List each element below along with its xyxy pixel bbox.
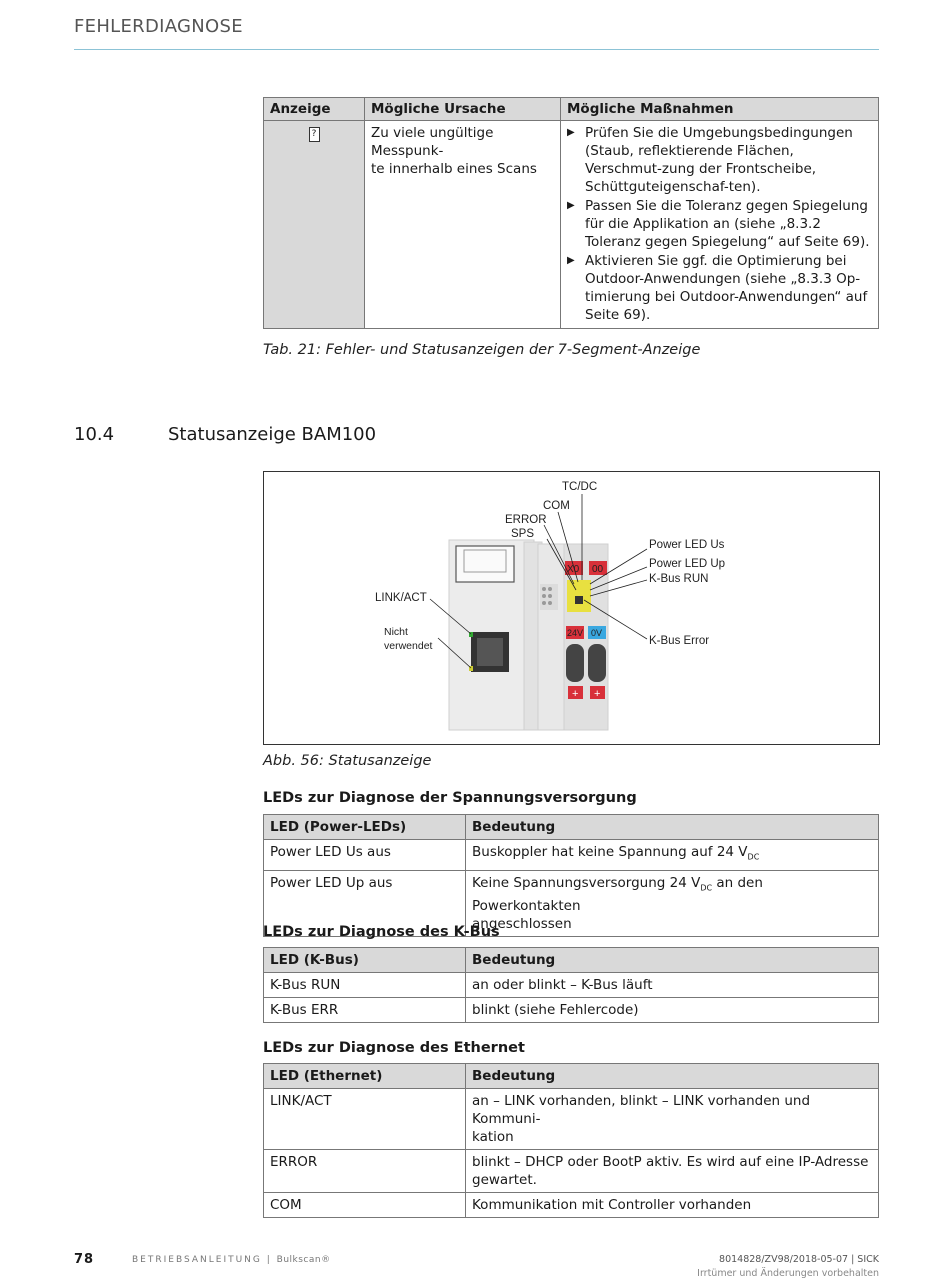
led-cell: Power LED Up aus — [264, 870, 466, 937]
meaning-text: an den Powerkontakten — [472, 874, 763, 915]
label-sps: SPS — [511, 528, 535, 540]
col-header-led: LED (K-Bus) — [264, 948, 466, 973]
led-cell: COM — [264, 1193, 466, 1218]
list-item: ▶ Aktivieren Sie ggf. die Optimierung bei Outdoor-Anwendungen (siehe „8.3.3 Op-timierung bei Outdoor-Anwendungen“ auf Seite 69). — [567, 252, 872, 324]
meaning-text: an – LINK vorhanden, blinkt – LINK vorhanden und Kommuni- — [472, 1093, 811, 1127]
col-header-massnahmen: Mögliche Maßnahmen — [561, 98, 879, 121]
status-figure — [263, 471, 880, 745]
col-header-bedeutung: Bedeutung — [466, 948, 879, 973]
ethernet-table — [263, 1063, 879, 1218]
list-item: ▶ Passen Sie die Toleranz gegen Spiegelung für die Applikation an (siehe „8.3.2 Toleranz gegen Spiegelung“ auf Seite 69). — [567, 197, 872, 251]
address-switches — [540, 584, 558, 610]
meaning-cell — [466, 1150, 879, 1193]
table-row — [264, 1089, 879, 1150]
error-status-table — [263, 97, 879, 329]
label-verwendet: verwendet — [384, 640, 433, 652]
meaning-cell — [466, 1089, 879, 1150]
meaning-cell — [466, 870, 879, 937]
table-row — [264, 121, 879, 329]
o0-label: 00 — [592, 564, 604, 575]
meaning-text: angeschlossen — [472, 916, 572, 933]
document-id: 8014828/ZV98/2018-05-07 | SICK — [719, 1254, 879, 1265]
list-item: ▶ Prüfen Sie die Umgebungsbedingungen (Staub, reflektierende Flächen, Verschmut-zung der Frontscheibe, Schüttguteigenschaf-ten). — [567, 124, 872, 196]
v0-label: 0V — [591, 628, 603, 638]
meaning-text: kation — [472, 1129, 514, 1145]
header-divider — [74, 49, 879, 50]
meaning-cell: Kommunikation mit Controller vorhanden — [466, 1193, 879, 1218]
col-header-bedeutung: Bedeutung — [466, 1064, 879, 1089]
led-cell: K-Bus ERR — [264, 998, 466, 1023]
product-name: Bulkscan® — [276, 1255, 331, 1265]
table-row — [264, 840, 879, 871]
anzeige-cell — [264, 121, 365, 329]
meaning-text: Buskoppler hat keine Spannung auf 24 V — [472, 844, 748, 860]
ethernet-heading: LEDs zur Diagnose des Ethernet — [263, 1040, 525, 1056]
terminal-screw-1 — [566, 644, 584, 682]
label-kbus-run: K-Bus RUN — [649, 573, 709, 585]
meaning-text: blinkt – DHCP oder BootP aktiv. Es wird auf eine IP-Adresse — [472, 1154, 869, 1170]
label-tcdc: TC/DC — [562, 481, 598, 493]
doc-type: BETRIEBSANLEITUNG — [132, 1255, 262, 1265]
label-kbus-error: K-Bus Error — [649, 635, 710, 647]
table-row — [264, 973, 879, 998]
kbus-table — [263, 947, 879, 1023]
table-row — [264, 1193, 879, 1218]
measures-cell — [561, 121, 879, 329]
kbus-error-led — [575, 596, 583, 604]
cause-line: te innerhalb eines Scans — [371, 161, 537, 177]
disclaimer: Irrtümer und Änderungen vorbehalten — [697, 1268, 879, 1279]
label-com: COM — [543, 500, 570, 512]
separator: | — [261, 1255, 277, 1265]
meaning-text: gewartet. — [472, 1172, 537, 1188]
label-window — [456, 546, 514, 582]
label-power-up: Power LED Up — [649, 558, 726, 570]
measures-list — [567, 124, 872, 324]
col-header-bedeutung: Bedeutung — [466, 815, 879, 840]
col-header-led: LED (Ethernet) — [264, 1064, 466, 1089]
dc-subscript: DC — [747, 852, 760, 862]
label-power-us: Power LED Us — [649, 539, 725, 551]
rj45-inner — [477, 638, 503, 666]
meaning-cell: blinkt (siehe Fehlercode) — [466, 998, 879, 1023]
seven-segment-icon: ? — [309, 127, 320, 142]
led-cell: K-Bus RUN — [264, 973, 466, 998]
table-header-row — [264, 948, 879, 973]
table-caption: Tab. 21: Fehler- und Statusanzeigen der 7-Segment-Anzeige — [263, 342, 701, 358]
meaning-cell — [466, 840, 879, 871]
label-link-act: LINK/ACT — [375, 592, 427, 604]
led-cell: ERROR — [264, 1150, 466, 1193]
cause-cell — [365, 121, 561, 329]
table-row — [264, 998, 879, 1023]
table-header-row — [264, 98, 879, 121]
label-error: ERROR — [505, 514, 547, 526]
document-title — [132, 1255, 331, 1265]
section-number: 10.4 — [74, 424, 115, 445]
meaning-cell: an oder blinkt – K-Bus läuft — [466, 973, 879, 998]
chapter-header: FEHLERDIAGNOSE — [74, 16, 243, 37]
bam100-illustration — [264, 472, 879, 744]
figure-caption: Abb. 56: Statusanzeige — [263, 753, 432, 769]
dc-subscript: DC — [700, 883, 713, 893]
led-cell: Power LED Us aus — [264, 840, 466, 871]
col-header-ursache: Mögliche Ursache — [365, 98, 561, 121]
meaning-text: Keine Spannungsversorgung 24 V — [472, 874, 701, 891]
led-cell: LINK/ACT — [264, 1089, 466, 1150]
label-nicht: Nicht — [384, 626, 408, 638]
cause-line: Zu viele ungültige Messpunk- — [371, 125, 494, 159]
x0-label: X0 — [567, 564, 580, 575]
section-title: Statusanzeige BAM100 — [168, 424, 377, 445]
svg-text:+: + — [594, 688, 601, 700]
svg-text:+: + — [572, 688, 579, 700]
terminal-screw-2 — [588, 644, 606, 682]
kbus-heading: LEDs zur Diagnose des K-Bus — [263, 924, 500, 940]
col-header-led: LED (Power-LEDs) — [264, 815, 466, 840]
col-header-anzeige: Anzeige — [264, 98, 365, 121]
power-leds-heading: LEDs zur Diagnose der Spannungsversorgung — [263, 790, 637, 806]
page-number: 78 — [74, 1252, 95, 1267]
table-header-row — [264, 1064, 879, 1089]
v24-label: 24V — [567, 628, 584, 638]
table-header-row — [264, 815, 879, 840]
power-leds-table — [263, 814, 879, 937]
table-row — [264, 1150, 879, 1193]
